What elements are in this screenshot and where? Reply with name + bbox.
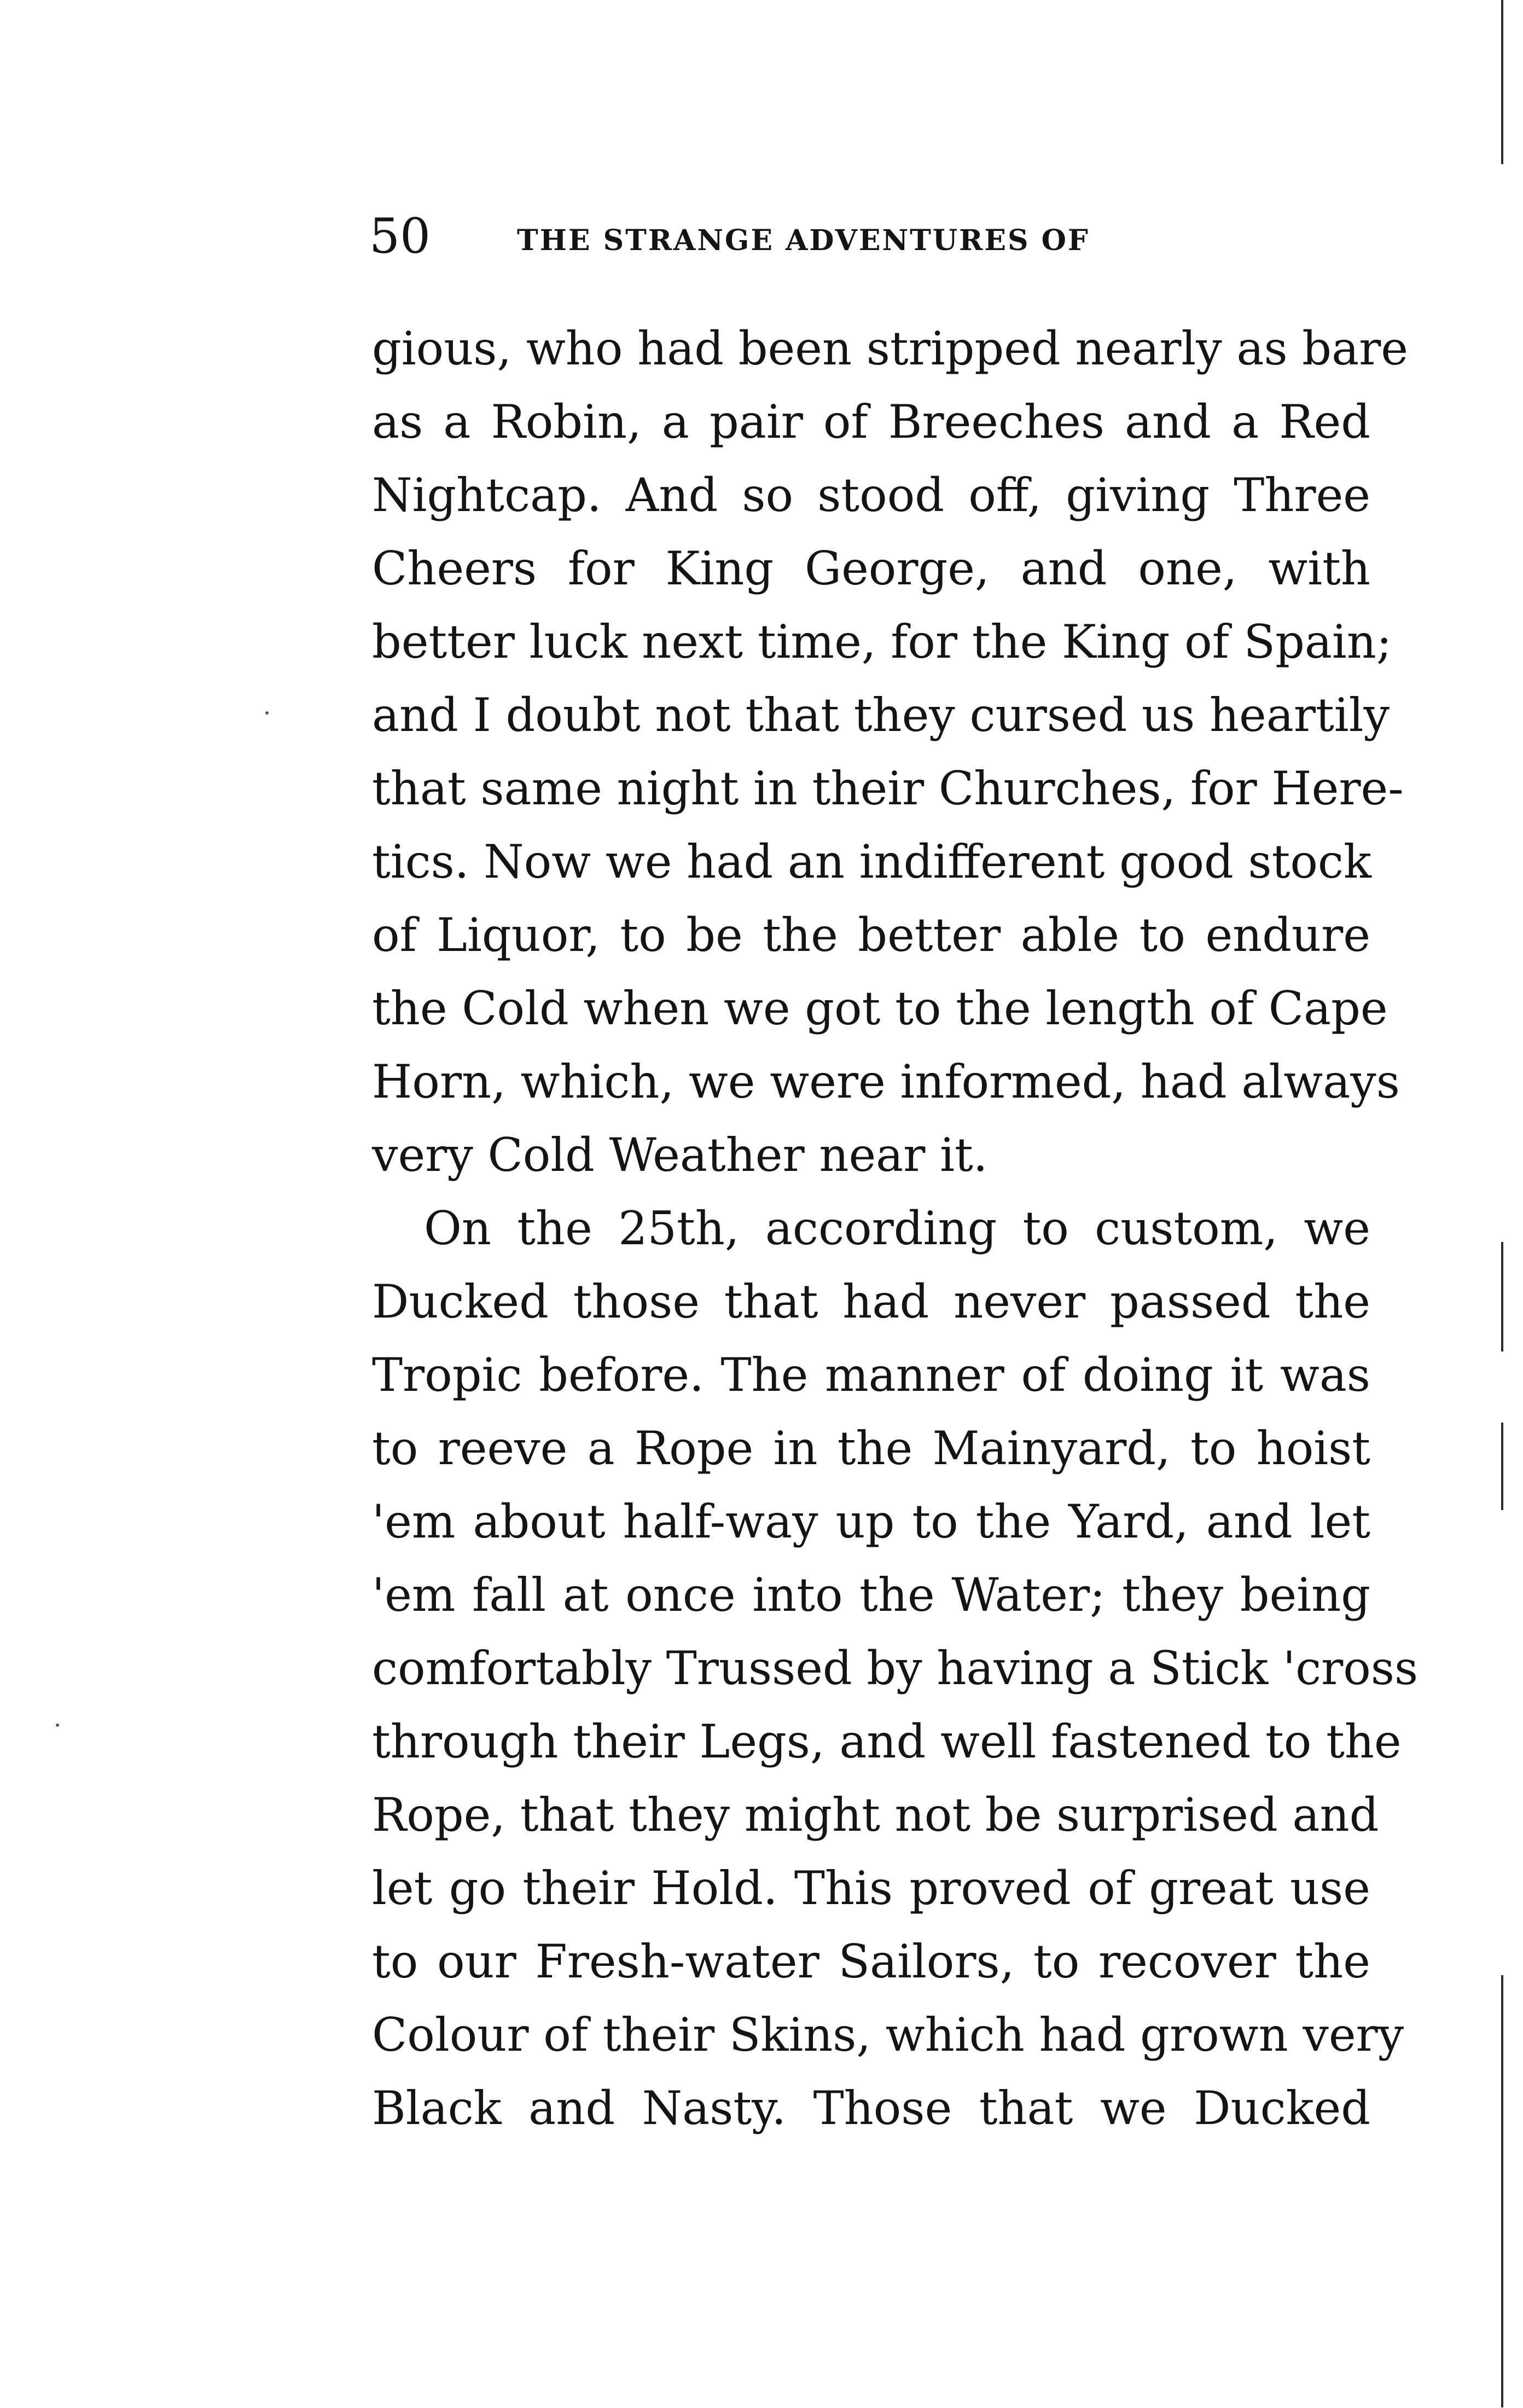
text-line: and I doubt not that they cursed us heartily [372, 688, 1390, 742]
text-line: comfortably Trussed by having a Stick 'cross [372, 1641, 1419, 1695]
text-line: that same night in their Churches, for Here- [372, 762, 1404, 815]
text-line: Ducked those that had never passed the [372, 1275, 1370, 1328]
text-line: 'em about half-way up to the Yard, and let [372, 1495, 1370, 1548]
text-line: 'em fall at once into the Water; they being [372, 1568, 1370, 1622]
text-line: Black and Nasty. Those that we Ducked [372, 2081, 1370, 2135]
text-line: very Cold Weather near it. [372, 1128, 988, 1182]
text-line: as a Robin, a pair of Breeches and a Red [372, 395, 1370, 449]
page-edge-rule [1501, 1242, 1503, 1351]
text-line: Colour of their Skins, which had grown very [372, 2008, 1404, 2062]
running-title: THE STRANGE ADVENTURES OF [517, 224, 1090, 257]
text-line: let go their Hold. This proved of great use [372, 1861, 1370, 1915]
text-line: gious, who had been stripped nearly as bare [372, 322, 1409, 375]
body-text [372, 312, 1419, 2145]
paragraph-first-line: On the 25th, according to custom, we [424, 1202, 1370, 1255]
text-line: the Cold when we got to the length of Cape [372, 982, 1388, 1035]
text-line: tics. Now we had an indifferent good stock [372, 835, 1371, 889]
scan-speck [56, 1724, 59, 1727]
page-edge-rule [1501, 0, 1503, 164]
page-edge-rule [1501, 1423, 1503, 1510]
text-line: to reeve a Rope in the Mainyard, to hoist [372, 1421, 1370, 1475]
text-line: of Liquor, to be the better able to endure [372, 908, 1370, 962]
text-line: Cheers for King George, and one, with [372, 542, 1370, 595]
page-edge-rule [1501, 1975, 1503, 2407]
text-line: Rope, that they might not be surprised and [372, 1788, 1379, 1842]
page-number: 50 [369, 208, 431, 264]
text-line: to our Fresh-water Sailors, to recover the [372, 1935, 1370, 1988]
text-line: better luck next time, for the King of Spain; [372, 615, 1392, 669]
text-line: through their Legs, and well fastened to the [372, 1715, 1402, 1768]
text-line: Horn, which, we were informed, had always [372, 1055, 1400, 1109]
page-header [369, 204, 1381, 269]
text-line: Tropic before. The manner of doing it was [372, 1348, 1370, 1402]
scan-speck [265, 711, 269, 715]
text-line: Nightcap. And so stood off, giving Three [372, 468, 1370, 522]
